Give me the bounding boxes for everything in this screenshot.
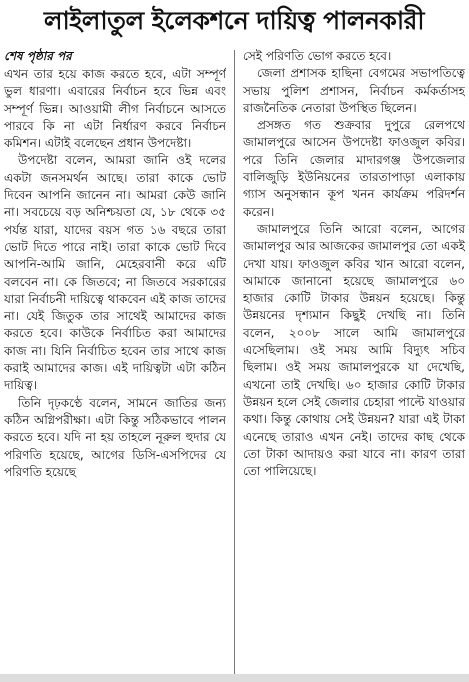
paragraph: প্রসঙ্গত গত শুক্রবার দুপুরে রেলপথে জামালপুরে আসেন উপদেষ্টা ফাওজুল কবির। পরে তিনি জেলার মাদারগঞ্জ উপজেলার বালিজুড়ি ইউনিয়নের তারতাপাড়া এলাকায় গ্যাস অনুসন্ধান কূপ খনন কার্যক্রম পরিদর্শন করেন। [243, 118, 465, 219]
headline: লাইলাতুল ইলেকশনে দায়িত্ব পালনকারী [43, 6, 425, 35]
paragraph: জেলা প্রশাসক হাছিনা বেগমের সভাপতিত্বে সভায় পুলিশ প্রশাসন, নির্বাচন কর্মকর্তাসহ রাজনৈতিক নেতারা উপস্থিত ছিলেন। [243, 66, 465, 115]
paragraph: উপদেষ্টা বলেন, আমরা জানি ওই দলের একটা জনসমর্থন আছে। তারা কাকে ভোট দিবেন আপনি জানেন না। আমরা কেউ জানি না। সবচেয়ে বড় অনিশ্চয়তা যে, ১৮ থেকে ৩৫ পর্যন্ত যারা, যাদের বয়স গত ১৬ বছরে তারা ভোট দিতে পারে নাই। তারা কাকে ভোট দিবে আপনি-আমি জানি, মেহেরবানী করে এটি বলবেন না। কে জিতবে; না জিতবে সরকারের যারা নির্বাচনী দায়িত্বে থাকবেন এই কাজ তাদের না। যেই জিতুক তার সাথেই আমাদের কাজ করতে হবে। কাউকে নির্বাচিত করা আমাদের কাজ না। যিনি নির্বাচিত হবেন তার সাথে কাজ করাই আমাদের কাজ। এই দায়িত্বটা এটা কঠিন দায়িত্ব। [4, 153, 226, 393]
paragraph: সেই পরিণতি ভোগ করতে হবে। [243, 49, 392, 63]
paragraph: জামালপুরে তিনি আরো বলেন, আগের জামালপুর আর আজকের জামালপুর তো একই দেখা যায়। ফাওজুল কবির খান আরো বলেন, আমাকে জানানো হয়েছে জামালপুরে ৬০ হাজার কোটি টাকার উন্নয়ন হয়েছে। কিন্তু উন্নয়নের দৃশ্যমান কিছুই দেখছি না। তিনি বলেন, ২০০৮ সালে আমি জামালপুরে এসেছিলাম। ওই সময় আমি বিদ্যুৎ সচিব ছিলাম। ওই সময় জামালপুরকে যা দেখেছি, এখনো তাই দেখছি। ৬০ হাজার কোটি টাকার উন্নয়ন হলে সেই জেলার চেহারা পাল্টে যাওয়ার কথা। কিন্তু কোথায় সেই উন্নয়ন? যারা এই টাকা এনেছে তারাও এখন নেই। তাদের কাছ থেকে তো টাকা আদায়ও করা যাবে না। কারণ তারা তো পালিয়েছে। [243, 221, 465, 479]
column-divider [234, 50, 235, 676]
article-column-right [243, 48, 465, 676]
cropped-next-article-strip [0, 674, 469, 682]
article-column-left [4, 48, 226, 676]
continued-from-label: শেষ পৃষ্ঠার পর [4, 49, 72, 63]
paragraph: তিনি দৃঢ়কণ্ঠে বলেন, সামনে জাতির জন্য কঠিন অগ্নিপরীক্ষা। এটা কিন্তু সঠিকভাবে পালন করতে হবে। যদি না হয় তাহলে নূরুল হুদার যে পরিণতি হয়েছে, আগের ডিসি-এসপিদের যে পরিণতি হয়েছে [4, 395, 226, 479]
paragraph: এখন তার হয়ে কাজ করতে হবে, এটা সম্পূর্ণ ভুল ধারণা। এবারের নির্বাচন হবে ভিন্ন এবং সম্পূর্ণ ভিন্ন। আওয়ামী লীগ নির্বাচনে আসতে পারবে কি না এটা নির্ধারণ করবে নির্বাচন কমিশন। এটাই বলেছেন প্রধান উপদেষ্টা। [4, 67, 226, 151]
